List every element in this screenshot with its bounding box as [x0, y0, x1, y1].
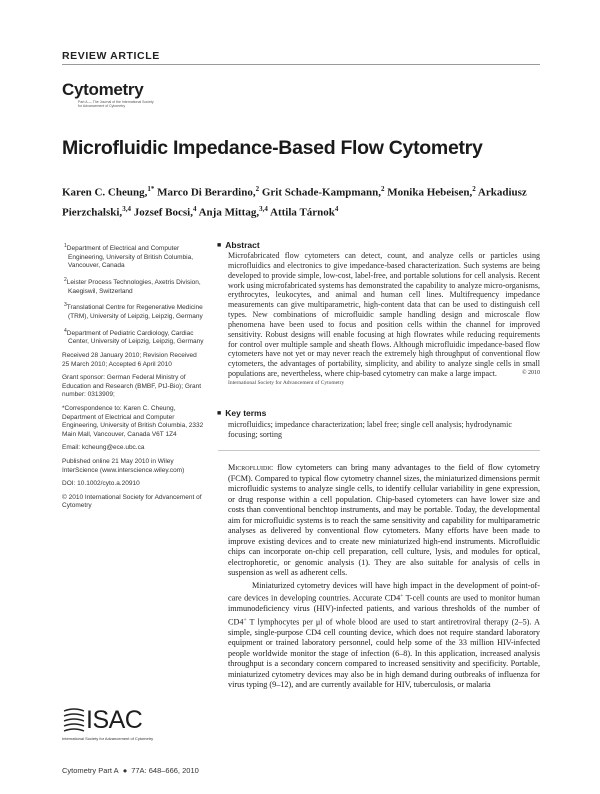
bullet-icon: ■	[217, 410, 222, 417]
doi: DOI: 10.1002/cyto.a.20910	[62, 480, 140, 488]
article-type-label: REVIEW ARTICLE	[62, 50, 160, 62]
author-name: Arkadiusz Pierzchalski,	[62, 186, 527, 219]
author-affiliation-mark: 3,4	[122, 204, 131, 213]
author-name: Marco Di Berardino,	[157, 186, 256, 199]
author-affiliation-mark: 1*	[147, 185, 155, 193]
copyright-notice: © 2010 International Society for Advancement of Cytometry	[62, 493, 202, 510]
author-name: Monika Hebeisen,	[387, 186, 473, 199]
article-body	[228, 463, 540, 693]
abstract-copyright: © 2010	[521, 370, 540, 377]
correspondence: *Correspondence to: Karen C. Cheung, Department of Electrical and Computer Engineering, University of British Columbia, 2332 Main Mall, Vancouver, Canada V6T 1Z4	[62, 404, 204, 438]
journal-subtitle: Part A — The Journal of the International Society for Advancement of Cytometry	[78, 100, 154, 108]
isac-emblem-icon	[62, 707, 86, 735]
footer-journal: Cytometry Part A	[62, 766, 119, 775]
author-name: Anja Mittag,	[198, 206, 260, 219]
journal-logo	[62, 80, 182, 120]
author-affiliation-mark: 4	[192, 204, 197, 213]
journal-name: Cytometry	[62, 80, 144, 99]
isac-wordmark: ISAC	[86, 706, 143, 734]
abstract-heading: ■ Abstract	[217, 240, 260, 250]
bullet-icon: ■	[217, 242, 222, 249]
affiliation: $^4$Department of Pediatric Cardiology, Cardiac Center, University of Leipzig, Leipzig, Germany	[64, 327, 204, 346]
keywords-list: microfluidics; impedance characterization; label free; single cell analysis; hydrodynamic focusing; sorting	[228, 420, 512, 439]
author-name: Jozsef Bocsi,	[133, 206, 193, 219]
author-name: Attila Tárnok	[270, 206, 335, 219]
affiliation: $^1$Department of Electrical and Computer Engineering, University of British Columbia, Vancouver, Canada	[64, 243, 193, 270]
isac-caption: International Society for Advancement of Cytometry	[62, 736, 154, 741]
article-title: Microfluidic Impedance-Based Flow Cytometry	[62, 137, 483, 159]
affiliations	[62, 242, 204, 347]
affiliation: $^2$Leister Process Technologies, Axetris Division, Kaegiswil, Switzerland	[64, 276, 201, 295]
page-footer	[62, 766, 199, 775]
affiliation: $^3$Translational Centre for Regenerative Medicine (TRM), University of Leipzig, Leipzig, Germany	[64, 302, 203, 321]
received-dates: Received 28 January 2010; Revision Received 25 March 2010; Accepted 6 April 2010	[62, 351, 197, 368]
author-name: Grit Schade-Kampmann,	[261, 186, 382, 199]
author-list	[62, 181, 542, 220]
header-rule	[62, 64, 540, 65]
email: Email: kcheung@ece.ubc.ca	[62, 444, 145, 452]
abstract-body: Microfabricated flow cytometers can detect, count, and analyze cells or particles using microfluidics and electronics to give impedance-based characterization. Such systems are being developed to provide simple, low-cost, label-free, and portable solutions for cell analysis. Recent work using microfabricated systems has demonstrated the capability to analyze micro-organisms, erythrocytes, leukocytes, and animal and human cell lines. Multifrequency impedance measurements can give multiparametric, high-content data that can be used to distinguish cell types. New combinations of microfluidic sample handling design and microscale flow phenomena have been used to focus and position cells within the channel for improved sensitivity. Robust designs will enable focusing at high flowrates while reducing requirements for control over multiple sample and sheath flows. Although microfluidic impedance-based flow cytometers have not yet or may never reach the extremely high throughput of conventional flow cytometers, the advantages of portability, simplicity, and ability to analyze single cells in small populations are, nevertheless, where chip-based cytometry can make a large impact. © 2010 International Society for Advancement of Cytometry	[228, 251, 540, 386]
abstract-society: International Society for Advancement of Cytometry	[228, 379, 345, 386]
author-affiliation-mark: 2	[255, 185, 260, 193]
author-affiliation-mark: 2	[381, 185, 385, 193]
author-affiliation-mark: 4	[334, 204, 339, 213]
body-paragraph: Microfluidic flow cytometers can bring many advantages to the field of flow cytometry (FCM). Compared to typical flow cytometry channel sizes, the miniaturized dimensions permit microfluidic systems to analyze single cells, to identify cellular variability in gene expression, or drug response within a cell population. Chip-based cytometers can have lower size and costs than conventional benchtop instruments, and may be portable. Today, the developmental aim for microfluidic systems is to reach the same sensitivity and capability for multiparametric analyses as delivered by conventional flow cytometers. Many efforts have been made to improve existing devices and to create new miniaturized high-end instruments. Microfluidic chips can incorporate on-chip cell preparation, cell culture, lysis, and modules for optical, electrophoretic, or genomic analysis (1). They are also suitable for analysis of cells in suspension as well as adherent cells.	[228, 463, 541, 577]
author-name: Karen C. Cheung,	[62, 186, 148, 199]
keywords-heading: ■ Key terms	[217, 408, 267, 418]
lead-word: Microfluidic	[228, 463, 274, 472]
isac-logo	[62, 706, 177, 746]
published-info: Published online 21 May 2010 in Wiley InterScience (www.interscience.wiley.com)	[62, 457, 185, 474]
section-divider	[218, 450, 540, 451]
footer-separator-icon: ●	[122, 766, 128, 775]
grant-info: Grant sponsor: German Federal Ministry of Education and Research (BMBF, PtJ-Bio); Grant number: 0313909;	[62, 374, 202, 399]
author-affiliation-mark: 3,4	[259, 204, 268, 213]
article-info-column	[62, 242, 204, 516]
author-affiliation-mark: 2	[472, 185, 476, 193]
footer-citation: 77A: 648–666, 2010	[131, 766, 199, 775]
body-paragraph: Miniaturized cytometry devices will have high impact in the development of point-of-care devices in developing countries. Accurate CD4+ T-cell counts are used to monitor human immunodeficiency virus (HIV)-infected patients, and various thresholds of the number of CD4+ T lymphocytes per μl of whole blood are used to start antiretroviral therapy (2–5). A simple, single-purpose CD4 cell counting device, which does not require standard laboratory equipment or trained laboratory personnel, could help some of the 33 million HIV-infected people worldwide monitor the stage of infection (6–8). In this application, increased analysis throughput is a secondary concern compared to increased sensitivity and specificity. Portable, miniaturized cytometry devices may also be in high demand during outbreaks of influenza for virus typing (9–12), and are currently available for HIV, tuberculosis, or malaria	[228, 580, 541, 690]
